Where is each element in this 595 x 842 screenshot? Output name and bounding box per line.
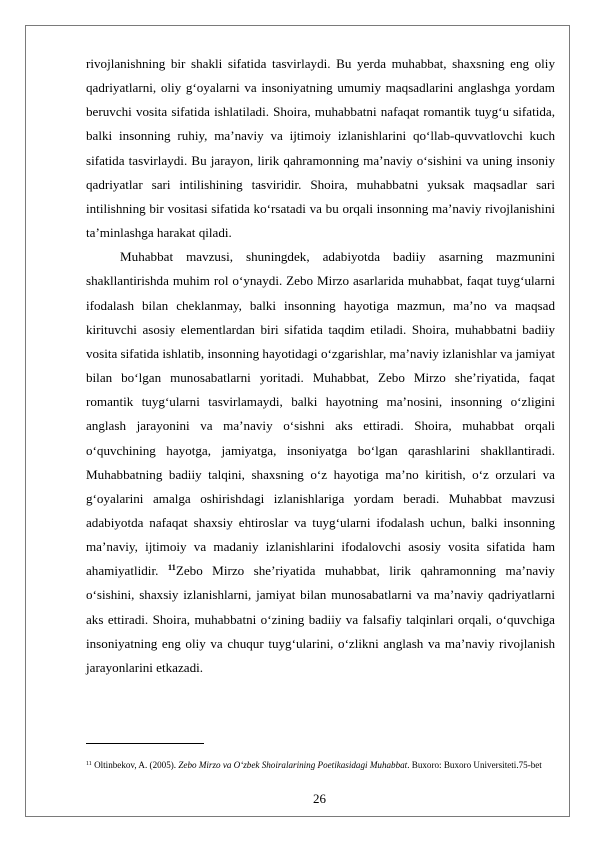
body-text [86,52,555,680]
paragraph-1: rivojlanishning bir shakli sifatida tasvirlaydi. Bu yerda muhabbat, shaxsning eng oliy qadriyatlarni, oliy g‘oyalarni va insoniyatning umumiy maqsadlarini anglashga yordam beruvchi vosita sifatida ishlatiladi. Shoira, muhabbatni nafaqat romantik tuyg‘u sifatida, balki insonning ruhiy, ma’naviy va ijtimoiy izlanishlarini qo‘llab-quvvatlovchi kuch sifatida tasvirlaydi. Bu jarayon, lirik qahramonning ma’naviy o‘sishini va uning insoniy qadriyatlar sari intilishining tasviridir. Shoira, muhabbatni yuksak maqsadlar sari intilishning bir vositasi sifatida ko‘rsatadi va bu orqali insonning ma’naviy rivojlanishini ta’minlashga harakat qiladi. [86,56,555,241]
footnote-pages: 75-bet [518,760,542,770]
paragraph-2 [86,245,555,680]
paragraph-2-text-continued: Zebo Mirzo she’riyatida muhabbat, lirik qahramonning ma’naviy o‘sishini, shaxsiy izlanishlarni, jamiyat bilan munosabatlarni va ma’naviy qadriyatlarni aks ettiradi. Shoira, muhabbatni o‘zining badiiy va falsafiy talqinlari orqali, o‘quvchiga insoniyatning eng oliy va chuqur tuyg‘ularini, o‘zlikni anglash va ma’naviy rivojlanish jarayonlarini etkazadi. [86,563,555,675]
footnote-reference[interactable]: 11 [167,562,176,573]
footnote-number: 11 [86,761,92,767]
paragraph-2-text: Muhabbat mavzusi, shuningdek, adabiyotda badiiy asarning mazmunini shakllantirishda muhim rol o‘ynaydi. Zebo Mirzo asarlarida muhabbat, faqat tuyg‘ularni ifodalash bilan cheklanmay, balki insonning hayotiga mazmun, ma’no va maqsad kirituvchi asosiy elementlardan biri sifatida taqdim etiladi. Shoira, muhabbatni badiiy vosita sifatida ishlatib, insonning hayotidagi o‘zgarishlar, ma’naviy izlanishlar va jamiyat bilan bo‘lgan munosabatlarni yoritadi. Muhabbat, Zebo Mirzo she’riyatida, faqat romantik tuyg‘ularni tasvirlamaydi, balki hayotning ma’nosini, insonning o‘zligini anglash jarayonini va ma’naviy o‘sishni aks ettiradi. Shoira, muhabbat orqali o‘quvchining hayotga, jamiyatga, insoniyatga bo‘lgan qarashlarini shakllantiradi. Muhabbatning badiiy talqini, shaxsning o‘z hayotiga ma’no kiritish, o‘z orzulari va g‘oyalarini amalga oshirishdagi izlanishlariga yordam beradi. Muhabbat mavzusi adabiyotda nafaqat shaxsiy ehtiroslar va tuyg‘ularni ifodalash uchun, balki insonning ma’naviy, ijtimoiy va madaniy izlanishlarini ifodalovchi asosiy vosita sifatida ham ahamiyatlidir. [86,249,555,579]
footnote-author-year: Oltinbekov, A. (2005). [94,760,177,770]
page-number: 26 [313,791,326,806]
footnote [86,757,546,774]
footnote-publisher: . Buxoro: Buxoro Universiteti. [407,760,519,770]
footnote-separator [86,743,204,744]
footnote-title: Zebo Mirzo va O‘zbek Shoiralarining Poetikasidagi Muhabbat [178,760,408,770]
